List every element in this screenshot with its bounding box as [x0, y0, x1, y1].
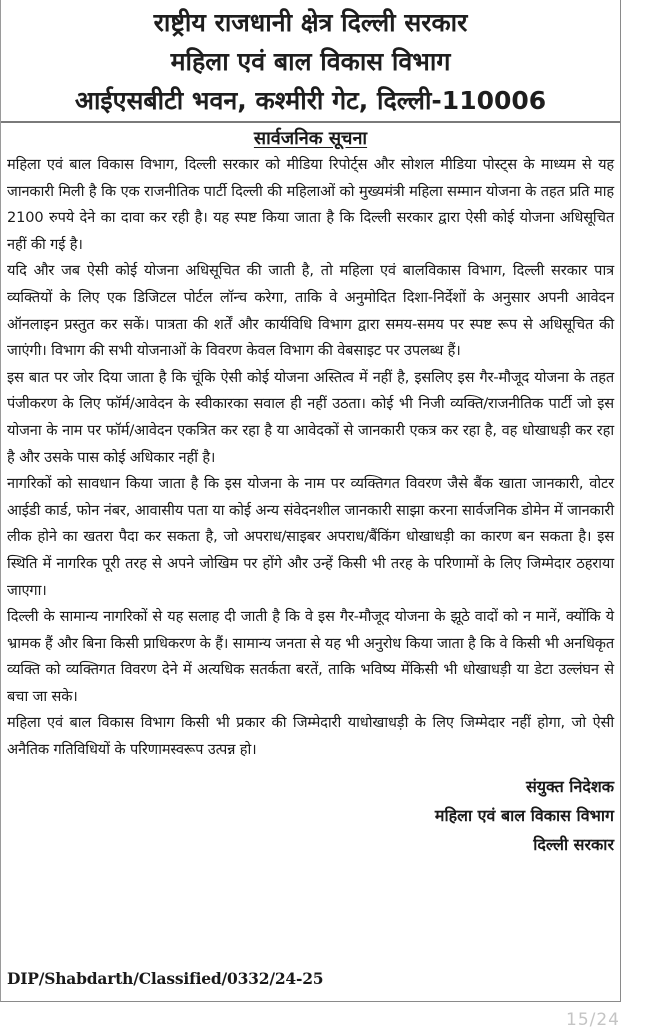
signature-designation: संयुक्त निदेशक [525, 776, 614, 796]
notice-header [1, 0, 620, 123]
paragraph-1: महिला एवं बाल विकास विभाग, दिल्ली सरकार को मीडिया रिपोर्ट्स और सोशल मीडिया पोस्ट्स के माध्यम से यह जानकारी मिली है कि एक राजनीतिक पार्टी दिल्ली की महिलाओं को मुख्यमंत्री महिला सम्मान योजना के तहत प्रति माह 2100 रुपये देने का दावा कर रही है। यह स्पष्ट किया जाता है कि दिल्ली सरकार द्वारा ऐसी कोई योजना अधिसूचित नहीं की गई है। [7, 156, 614, 253]
reference-number: DIP/Shabdarth/Classified/0332/24-25 [7, 969, 324, 988]
paragraph-6: महिला एवं बाल विकास विभाग किसी भी प्रकार की जिम्मेदारी याधोखाधड़ी के लिए जिम्मेदार नहीं होगा, जो ऐसी अनैतिक गतिविधियों के परिणामस्वरूप उत्पन्न हो। [7, 714, 614, 759]
signature-department: महिला एवं बाल विकास विभाग [434, 805, 614, 825]
header-address: आईएसबीटी भवन, कश्मीरी गेट, दिल्ली-110006 [74, 86, 547, 115]
paragraph-2: यदि और जब ऐसी कोई योजना अधिसूचित की जाती है, तो महिला एवं बालविकास विभाग, दिल्ली सरकार पात्र व्यक्तियों के लिए एक डिजिटल पोर्टल लॉन्च करेगा, ताकि वे अनुमोदित दिशा-निर्देशों के अनुसार अपनी आवेदन ऑनलाइन प्रस्तुत कर सकें। पात्रता की शर्तें और कार्यविधि विभाग द्वारा समय-समय पर स्पष्ट रूप से अधिसूचित की जाएंगी। विभाग की सभी योजनाओं के विवरण केवल विभाग की वेबसाइट पर उपलब्ध हैं। [7, 262, 614, 360]
signature-block [1, 772, 620, 859]
header-government: राष्ट्रीय राजधानी क्षेत्र दिल्ली सरकार [153, 8, 468, 37]
paragraph-5: दिल्ली के सामान्य नागरिकों से यह सलाह दी जाती है कि वे इस गैर-मौजूद योजना के झूठे वादों को न मानें, क्योंकि ये भ्रामक हैं और बिना किसी प्राधिकरण के हैं। सामान्य जनता से यह भी अनुरोध किया जाता है कि वे किसी भी अनधिकृत व्यक्ति को व्यक्तिगत विवरण देने में अत्यधिक सतर्कता बरतें, ताकि भविष्य मेंकिसी भी धोखाधड़ी या डेटा उल्लंघन से बचा जा सके। [7, 608, 614, 705]
paragraph-3: इस बात पर जोर दिया जाता है कि चूंकि ऐसी कोई योजना अस्तित्व में नहीं है, इसलिए इस गैर-मौजूद योजना के तहत पंजीकरण के लिए फॉर्म/आवेदन के स्वीकारका सवाल ही नहीं उठता। कोई भी निजी व्यक्ति/राजनीतिक पार्टी जो इस योजना के नाम पर फॉर्म/आवेदन एकत्रित कर रहा है या आवेदकों से जानकारी एकत्र कर रहा है, वह धोखाधड़ी कर रहा है और उसके पास कोई अधिकार नहीं है। [7, 368, 614, 466]
paragraph-4: नागरिकों को सावधान किया जाता है कि इस योजना के नाम पर व्यक्तिगत विवरण जैसे बैंक खाता जानकारी, वोटर आईडी कार्ड, फोन नंबर, आवासीय पता या कोई अन्य संवेदनशील जानकारी साझा करना सार्वजनिक डोमेन में जानकारी लीक होने का खतरा पैदा कर सकता है, जो अपराध/साइबर अपराध/बैंकिंग धोखाधड़ी का कारण बन सकता है। इस स्थिति में नागरिक पूरी तरह से अपने जोखिम पर होंगे और उन्हें किसी भी तरह के परिणामों के लिए जिम्मेदार ठहराया जाएगा। [7, 475, 614, 599]
notice-title: सार्वजनिक सूचना [253, 128, 368, 149]
notice-body [1, 152, 620, 764]
header-department: महिला एवं बाल विकास विभाग [170, 47, 451, 76]
signature-government: दिल्ली सरकार [533, 834, 614, 854]
page-counter: 15/24 [566, 1010, 620, 1030]
